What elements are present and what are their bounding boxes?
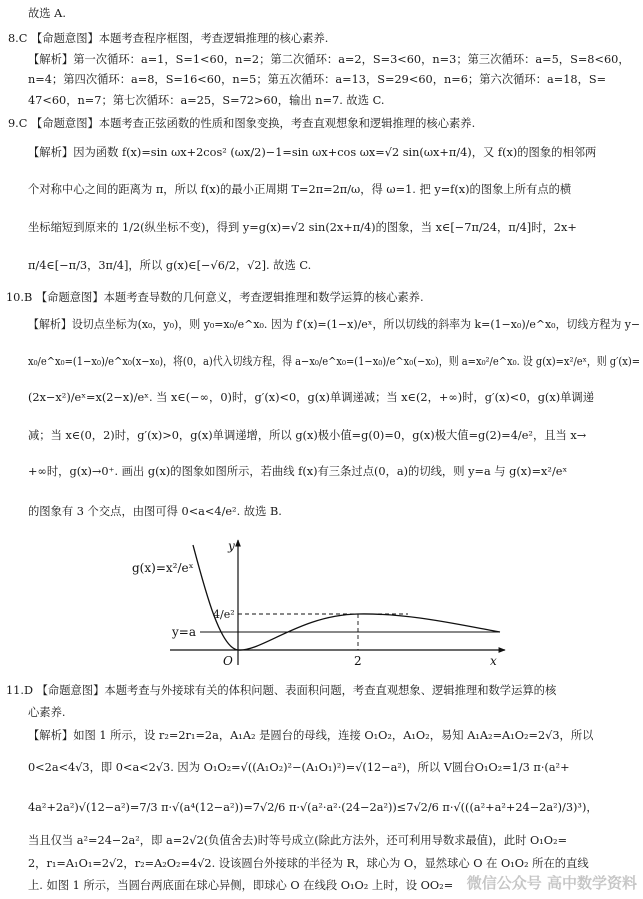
watermark: 微信公众号 高中数学资料 [466, 874, 637, 892]
text-line-l1: 8.C 【命题意图】本题考查程序框图，考查逻辑推理的核心素养. [8, 32, 329, 45]
text-line-l10: 10.B 【命题意图】本题考查导数的几何意义，考查逻辑推理和数学运算的核心素养. [6, 291, 424, 304]
text-line-l20: 0<2a<4√3，即 0<a<2√3. 因为 O₁O₂=√((A₁O₂)²−(A₁O₁)²)=√(12−a²)，所以 V圆台O₁O₂=1/3 π·(a²+ [28, 761, 570, 774]
text-line-l16: 的图象有 3 个交点，由图可得 0<a<4/e². 故选 B. [28, 505, 282, 518]
label-x-tick-2: 2 [354, 654, 362, 668]
label-x-axis: x [490, 654, 497, 668]
label-y-a: y=a [172, 625, 196, 639]
text-line-l13: (2x−x²)/eˣ=x(2−x)/eˣ. 当 x∈(−∞，0)时，g′(x)<0，g(x)单调递减；当 x∈(2，+∞)时，g′(x)<0，g(x)单调递 [28, 391, 595, 404]
text-line-l19: 【解析】如图 1 所示，设 r₂=2r₁=2a，A₁A₂ 是圆台的母线，连接 O₁O₂，A₁O₂，易知 A₁A₂=A₁O₂=2√3，所以 [28, 729, 594, 742]
text-line-l8: 坐标缩短到原来的 1/2(纵坐标不变)，得到 y=g(x)=√2 sin(2x+π/4)的图象，当 x∈[−7π/24，π/4]时，2x+ [28, 221, 577, 234]
label-gx: g(x)=x²/eˣ [132, 561, 194, 575]
text-line-l17: 11.D 【命题意图】本题考查与外接球有关的体积问题、表面积问题，考查直观想象、逻辑推理和数学运算的核 [6, 684, 557, 697]
curve-gx [193, 545, 500, 650]
text-line-l14: 减；当 x∈(0，2)时，g′(x)>0，g(x)单调递增，所以 g(x)极小值=g(0)=0，g(x)极大值=g(2)=4/e²，且当 x→ [28, 429, 587, 442]
text-line-l18: 心素养. [28, 706, 66, 719]
text-line-l9: π/4∈[−π/3，3π/4]，所以 g(x)∈[−√6/2，√2]. 故选 C. [28, 259, 312, 272]
text-line-l22: 当且仅当 a²=24−2a²，即 a=2√2(负值舍去)时等号成立(除此方法外，还可利用导数求最值)，此时 O₁O₂= [28, 834, 568, 847]
text-line-l15: +∞时，g(x)→0⁺. 画出 g(x)的图象如图所示，若曲线 f(x)有三条过点(0，a)的切线，则 y=a 与 g(x)=x²/eˣ [28, 465, 568, 478]
label-peak: 4/e² [213, 608, 235, 621]
text-line-l23: 2，r₁=A₁O₁=2√2，r₂=A₂O₂=4√2. 设该圆台外接球的半径为 R，球心为 O，显然球心 O 在 O₁O₂ 所在的直线 [28, 857, 589, 870]
label-origin: O [223, 654, 233, 668]
text-line-l5: 9.C 【命题意图】本题考查正弦函数的性质和图象变换，考查直观想象和逻辑推理的核心素养. [8, 117, 476, 130]
text-line-l7: 个对称中心之间的距离为 π，所以 f(x)的最小正周期 T=2π=2π/ω，得 ω=1. 把 y=f(x)的图象上所有点的横 [28, 183, 572, 196]
text-line-l4: 47<60，n=7；第七次循环：a=25，S=72>60，输出 n=7. 故选 C. [28, 94, 385, 107]
text-line-l21: 4a²+2a²)√(12−a²)=7/3 π·√(a⁴(12−a²))=7√2/6 π·√(a²·a²·(24−2a²))≤7√2/6 π·√(((a²+a²+24−2a²)/3)³)， [28, 801, 598, 814]
text-line-l6: 【解析】因为函数 f(x)=sin ωx+2cos² (ωx/2)−1=sin ωx+cos ωx=√2 sin(ωx+π/4)，又 f(x)的图象的相邻两 [28, 146, 597, 159]
text-line-l11: 【解析】设切点坐标为(x₀，y₀)，则 y₀=x₀/e^x₀. 因为 f′(x)=(1−x)/eˣ，所以切线的斜率为 k=(1−x₀)/e^x₀，切线方程为 y− [28, 318, 641, 331]
text-line-l0: 故选 A. [28, 7, 66, 20]
label-y-axis: y [228, 539, 235, 553]
text-line-l12: x₀/e^x₀=(1−x₀)/e^x₀(x−x₀)，将(0，a)代入切线方程，得 a−x₀/e^x₀=(1−x₀)/e^x₀(−x₀)，则 a=x₀²/e^x₀. 设 g(x)=x²/eˣ，则 g′(x)= [28, 355, 641, 368]
text-line-l2: 【解析】第一次循环：a=1，S=1<60，n=2；第二次循环：a=2，S=3<60，n=3；第三次循环：a=5，S=8<60， [28, 53, 630, 66]
text-line-l24: 上. 如图 1 所示，当圆台两底面在球心异侧，即球心 O 在线段 O₁O₂ 上时，设 OO₂= [28, 879, 454, 892]
text-line-l3: n=4；第四次循环：a=8，S=16<60，n=5；第五次循环：a=13，S=29<60，n=6；第六次循环：a=18，S= [28, 73, 607, 86]
